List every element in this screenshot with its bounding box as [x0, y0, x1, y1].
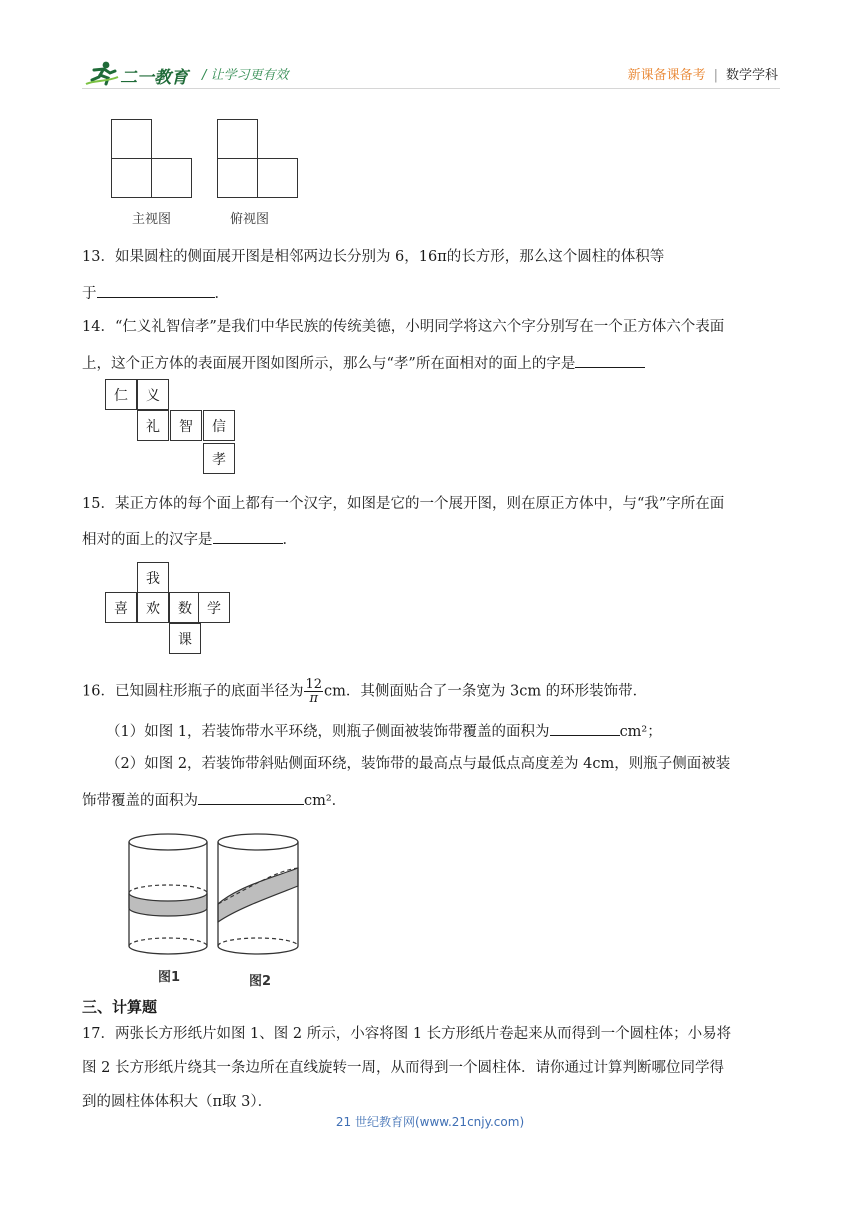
- q15-line2: [82, 528, 297, 550]
- q14-line2-text: 上，这个正方体的表面展开图如图所示，那么与“孝”所在面相对的面上的字是: [82, 356, 576, 372]
- q16-frac-num: 12: [305, 677, 322, 692]
- q15-cell-wo: 我: [137, 562, 169, 593]
- slogan: / 让学习更有效: [202, 68, 289, 83]
- q16-part2-line2: [82, 789, 346, 811]
- q16-line1: [82, 678, 647, 705]
- header-course-label: 新课备课备考: [627, 68, 706, 83]
- q14-cell-yi: 义: [137, 379, 169, 410]
- top-view-caption: 俯视图: [230, 212, 270, 227]
- q15-cell-shu: 数: [169, 592, 201, 623]
- q13-line2-post: ．: [214, 286, 229, 302]
- footer-text: 21 世纪教育网(www.21cnjy.com): [335, 1115, 525, 1129]
- cylinder-fig2: [218, 834, 298, 954]
- q16-fraction: [304, 678, 323, 705]
- top-view-top-square: [217, 119, 258, 159]
- q15-line2-pre: 相对的面上的汉字是: [82, 532, 213, 548]
- q14-answer-blank[interactable]: [575, 352, 645, 368]
- q16-part1-pre: （1）如图 1，若装饰带水平环绕，则瓶子侧面被装饰带覆盖的面积为: [106, 724, 550, 740]
- q16-part2-blank[interactable]: [198, 789, 304, 805]
- logo-runner-icon: [84, 60, 120, 86]
- q15-cell-huan: 欢: [137, 592, 169, 623]
- header-right: [628, 64, 778, 83]
- q16-part1: [106, 720, 662, 742]
- q14-cell-xiao: 孝: [203, 443, 235, 474]
- q14-cell-ren: 仁: [105, 379, 137, 410]
- q15-answer-blank[interactable]: [213, 528, 283, 544]
- front-view-caption: 主视图: [132, 212, 172, 227]
- header-divider: [82, 88, 780, 89]
- q13-line2: [82, 282, 229, 304]
- cylinder-figures: [118, 826, 318, 996]
- q17-line3: 到的圆柱体体积大（π取 3）．: [82, 1094, 273, 1110]
- q16-frac-den: π: [309, 691, 318, 706]
- q15-line1: 15．某正方体的每个面上都有一个汉字，如图是它的一个展开图，则在原正方体中，与“我”字所在面: [82, 496, 725, 512]
- front-view-bottom-left-square: [111, 158, 152, 198]
- top-view-bottom-right-square: [257, 158, 298, 198]
- logo-text: 二一教育: [120, 68, 188, 88]
- q16-part2-post: cm²．: [304, 793, 347, 809]
- q16-part1-post: cm²；: [619, 724, 662, 740]
- front-view-top-square: [111, 119, 152, 159]
- q15-cell-xi: 喜: [105, 592, 137, 623]
- q15-cell-xue: 学: [198, 592, 230, 623]
- cylinder-fig1: [129, 834, 207, 954]
- q14-cell-zhi: 智: [170, 410, 202, 441]
- q15-line2-post: ．: [282, 532, 297, 548]
- q16-pre: 16．已知圆柱形瓶子的底面半径为: [82, 683, 304, 700]
- q14-cell-xin: 信: [203, 410, 235, 441]
- q15-cell-ke: 课: [169, 623, 201, 654]
- q13-line1: 13．如果圆柱的侧面展开图是相邻两边长分别为 6，16π的长方形，那么这个圆柱的体积等: [82, 249, 665, 265]
- header-separator: |: [713, 68, 718, 83]
- section3-title: 三、计算题: [82, 998, 158, 1016]
- q16-post: cm．其侧面贴合了一条宽为 3cm 的环形装饰带．: [324, 683, 648, 700]
- q13-answer-blank[interactable]: [97, 282, 215, 298]
- front-view-bottom-right-square: [151, 158, 192, 198]
- q14-line2: [82, 352, 645, 374]
- q14-line1: 14．“仁义礼智信孝”是我们中华民族的传统美德，小明同学将这六个字分别写在一个正方体六个表面: [82, 319, 725, 335]
- header-subject-label: 数学学科: [725, 68, 778, 83]
- q14-cell-li: 礼: [137, 410, 169, 441]
- q13-line2-pre: 于: [82, 286, 97, 302]
- fig1-caption: 图1: [158, 970, 181, 985]
- q17-line1: 17．两张长方形纸片如图 1、图 2 所示，小容将图 1 长方形纸片卷起来从而得到一个圆柱体；小易将: [82, 1026, 732, 1042]
- q16-part2-line1: （2）如图 2，若装饰带斜贴侧面环绕，装饰带的最高点与最低点高度差为 4cm，则瓶子侧面被装: [106, 756, 731, 772]
- fig2-caption: 图2: [249, 974, 272, 989]
- top-view-bottom-left-square: [217, 158, 258, 198]
- q16-part2-pre: 饰带覆盖的面积为: [82, 793, 198, 809]
- q17-line2: 图 2 长方形纸片绕其一条边所在直线旋转一周，从而得到一个圆柱体．请你通过计算判断哪位同学得: [82, 1060, 724, 1076]
- q16-part1-blank[interactable]: [550, 720, 620, 736]
